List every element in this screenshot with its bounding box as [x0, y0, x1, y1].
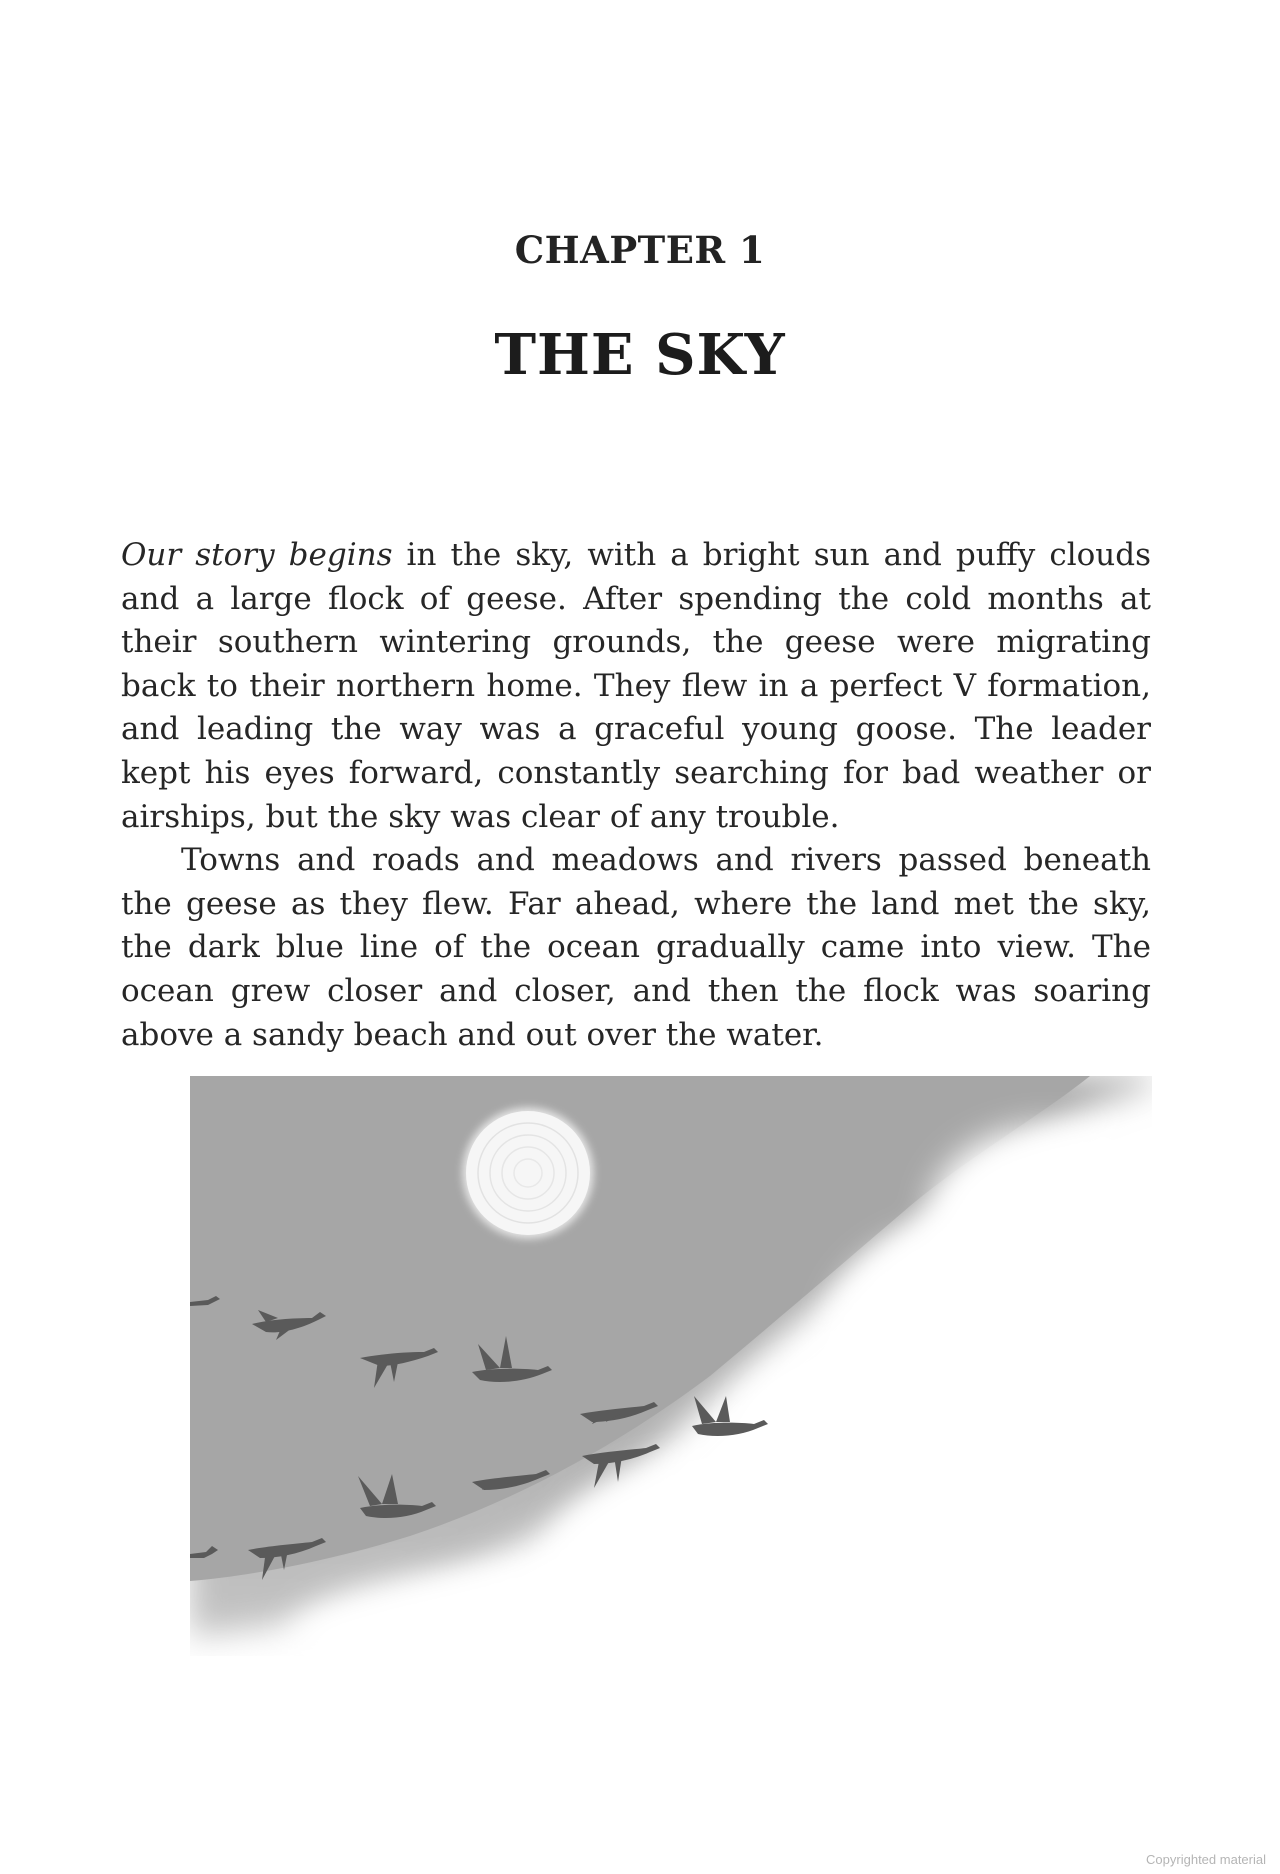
paragraph-2: Towns and roads and meadows and rivers passed beneath the geese as they flew. Far ahead, where the land met the sky, the dark blue line of the ocean gradually came into view. The ocean grew closer and closer, and then the flock was soaring above a sandy beach and out over the water. [121, 842, 1151, 1053]
paragraph-1 [121, 534, 1151, 839]
paragraph-1-lead-in: Our story begins [121, 537, 393, 573]
chapter-number: CHAPTER 1 [514, 228, 766, 272]
paragraph-1-text: in the sky, with a bright sun and puffy clouds and a large flock of geese. After spending the cold months at their southern wintering grounds, the geese were migrating back to their northern home. They flew in a perfect V formation, and leading the way was a graceful young goose. The leader kept his eyes forward, constantly searching for bad weather or airships, but the sky was clear of any trouble. [121, 537, 1151, 835]
copyright-notice: Copyrighted material [1146, 1852, 1266, 1867]
chapter-title: THE SKY [494, 322, 786, 388]
geese-illustration [190, 1076, 1152, 1656]
illustration-svg [190, 1076, 1152, 1656]
chapter-body [121, 534, 1151, 1057]
sun-icon [462, 1107, 594, 1239]
